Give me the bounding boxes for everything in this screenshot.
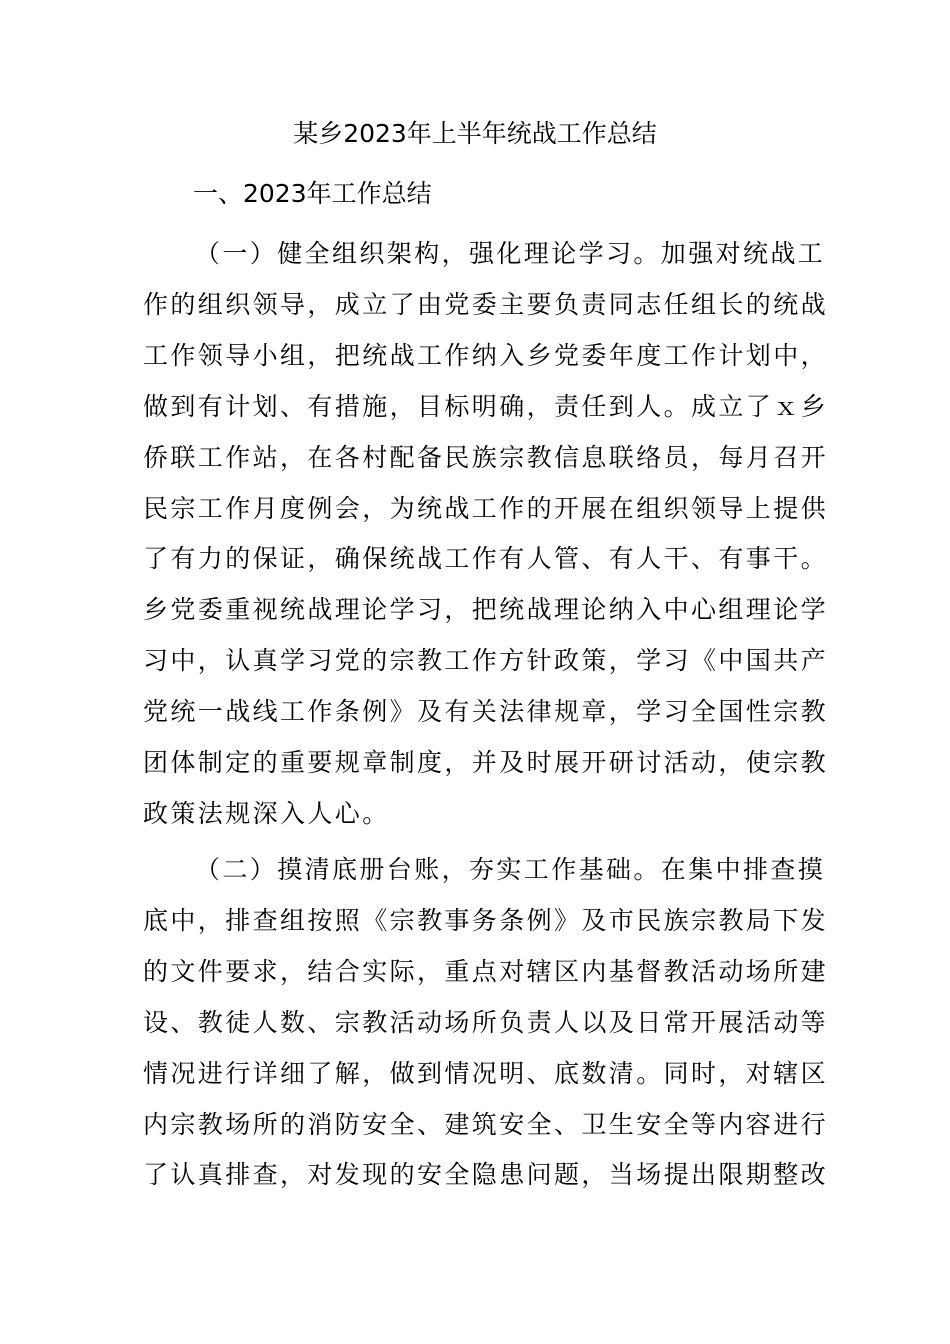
paragraph-line: 情况进行详细了解，做到情况明、底数清。同时，对辖区 <box>143 1058 829 1088</box>
section-heading: 一、2023年工作总结 <box>193 179 432 208</box>
paragraph-line: （一）健全组织架构，强化理论学习。加强对统战工 <box>195 239 826 268</box>
paragraph-line: 了有力的保证，确保统战工作有人管、有人干、有事干。 <box>143 544 829 574</box>
paragraph-line: 设、教徒人数、宗教活动场所负责人以及日常开展活动等 <box>143 1007 829 1037</box>
paragraph-line: 作的组织领导，成立了由党委主要负责同志任组长的统战 <box>143 289 829 319</box>
paragraph-line: 政策法规深入人心。 <box>143 798 390 828</box>
paragraph-line: 民宗工作月度例会，为统战工作的开展在组织领导上提供 <box>143 493 829 523</box>
paragraph-line: 乡党委重视统战理论学习，把统战理论纳入中心组理论学 <box>143 595 829 625</box>
paragraph-line: 侨联工作站，在各村配备民族宗教信息联络员，每月召开 <box>143 442 829 472</box>
paragraph-line: 习中，认真学习党的宗教工作方针政策，学习《中国共产 <box>143 646 829 676</box>
document-title: 某乡2023年上半年统战工作总结 <box>293 119 657 148</box>
paragraph-line: 的文件要求，结合实际，重点对辖区内基督教活动场所建 <box>143 956 829 986</box>
paragraph-line: 底中，排查组按照《宗教事务条例》及市民族宗教局下发 <box>143 905 829 935</box>
paragraph-line: 党统一战线工作条例》及有关法律规章，学习全国性宗教 <box>143 697 829 727</box>
paragraph-line: 团体制定的重要规章制度，并及时展开研讨活动，使宗教 <box>143 748 829 778</box>
paragraph-line: 内宗教场所的消防安全、建筑安全、卫生安全等内容进行 <box>143 1109 829 1139</box>
paragraph-line: 做到有计划、有措施，目标明确，责任到人。成立了ｘ乡 <box>143 391 829 421</box>
paragraph-line: 工作领导小组，把统战工作纳入乡党委年度工作计划中， <box>143 340 829 370</box>
paragraph-line: （二）摸清底册台账，夯实工作基础。在集中排查摸 <box>195 855 826 884</box>
paragraph-2 <box>143 845 829 1201</box>
paragraph-line: 了认真排查，对发现的安全隐患问题，当场提出限期整改 <box>143 1160 829 1190</box>
paragraph-1 <box>143 229 829 840</box>
